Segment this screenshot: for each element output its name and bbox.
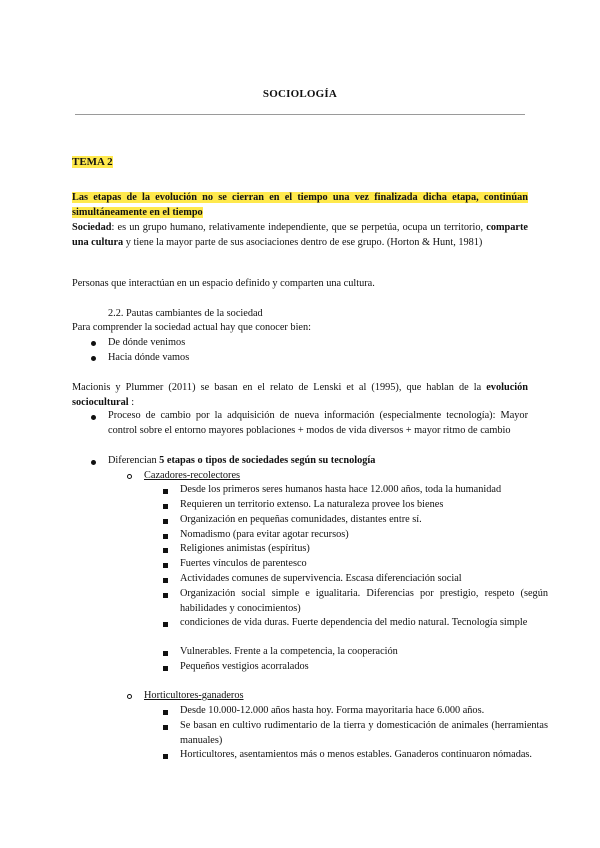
diferencian-bold: 5 etapas o tipos de sociedades según su tecnología (159, 455, 376, 466)
square-bullet-icon (163, 651, 168, 656)
tema-label: TEMA 2 (72, 156, 113, 168)
square-bullet-icon (163, 725, 168, 730)
list-item: Pequeños vestigios acorralados (180, 661, 309, 672)
bullet-icon (91, 460, 96, 465)
sociedad-definition-bold: comparte una cultura (72, 222, 528, 248)
square-bullet-icon (163, 534, 168, 539)
macionis-bold: evolución sociocultural (72, 382, 528, 408)
list-item: Desde 10.000-12.000 años hasta hoy. Forma mayoritaria hace 6.000 años. (180, 705, 485, 716)
list-item: De dónde venimos (108, 337, 186, 348)
list-item: Proceso de cambio por la adquisición de nueva información (especialmente tecnología): Mayor control sobre el entorno mayores poblaciones + modos de vida diversos + mayor ritmo de cambio (108, 410, 528, 436)
list-item: Vulnerables. Frente a la competencia, la cooperación (180, 646, 398, 657)
circle-bullet-icon (127, 694, 132, 699)
macionis-text-b: : (128, 397, 135, 408)
intro-paragraph (72, 190, 528, 250)
list-item: Actividades comunes de supervivencia. Escasa diferenciación social (180, 573, 462, 584)
horticultores-label: Horticultores-ganaderos (144, 690, 244, 701)
square-bullet-icon (163, 622, 168, 627)
list-item: Fuertes vínculos de parentesco (180, 558, 307, 569)
list-item: Se basan en cultivo rudimentario de la tierra y domesticación de animales (herramientas manuales) (180, 720, 548, 746)
personas-text: Personas que interactúan en un espacio definido y comparten una cultura. (72, 278, 375, 289)
square-bullet-icon (163, 578, 168, 583)
bullet-icon (91, 356, 96, 361)
list-item (108, 453, 375, 468)
square-bullet-icon (163, 710, 168, 715)
macionis-text-a: Macionis y Plummer (2011) se basan en el relato de Lenski et al (1995), que hablan de la (72, 382, 487, 393)
square-bullet-icon (163, 754, 168, 759)
list-item: Requieren un territorio extenso. La naturaleza provee los bienes (180, 499, 444, 510)
comprender-text: Para comprender la sociedad actual hay que conocer bien: (72, 322, 312, 333)
document-title: SOCIOLOGÍA (262, 88, 338, 100)
bullet-icon (91, 341, 96, 346)
subsection-heading: 2.2. Pautas cambiantes de la sociedad (108, 308, 263, 319)
square-bullet-icon (163, 519, 168, 524)
list-item: Organización social simple e igualitaria. Diferencias por prestigio, respeto (según habilidades y conocimientos) (180, 588, 548, 614)
list-item: condiciones de vida duras. Fuerte dependencia del medio natural. Tecnología simple (180, 617, 528, 628)
diferencian-text: Diferencian (108, 455, 160, 466)
square-bullet-icon (163, 548, 168, 553)
list-item: Hacia dónde vamos (108, 352, 190, 363)
highlighted-statement: Las etapas de la evolución no se cierran en el tiempo una vez finalizada dicha etapa, continúan simultáneamente en el tiempo (72, 192, 528, 218)
macionis-paragraph (72, 380, 528, 410)
cazadores-label: Cazadores-recolectores (144, 470, 241, 481)
list-item: Organización en pequeñas comunidades, distantes entre sí. (180, 514, 422, 525)
square-bullet-icon (163, 666, 168, 671)
square-bullet-icon (163, 504, 168, 509)
list-item: Horticultores, asentamientos más o menos estables. Ganaderos continuaron nómadas. (180, 749, 533, 760)
bullet-icon (91, 415, 96, 420)
square-bullet-icon (163, 563, 168, 568)
list-item: Nomadismo (para evitar agotar recursos) (180, 529, 349, 540)
square-bullet-icon (163, 593, 168, 598)
circle-bullet-icon (127, 474, 132, 479)
section-heading (72, 156, 113, 168)
sociedad-definition-b: y tiene la mayor parte de sus asociaciones dentro de ese grupo. (Horton & Hunt, 1981) (123, 237, 483, 248)
square-bullet-icon (163, 489, 168, 494)
sociedad-term: Sociedad (72, 222, 112, 233)
sociedad-definition-a: : es un grupo humano, relativamente independiente, que se perpetúa, ocupa un territorio, (111, 222, 487, 233)
list-item: Religiones animistas (espíritus) (180, 543, 310, 554)
title-divider (75, 114, 525, 115)
list-item: Desde los primeros seres humanos hasta hace 12.000 años, toda la humanidad (180, 484, 502, 495)
